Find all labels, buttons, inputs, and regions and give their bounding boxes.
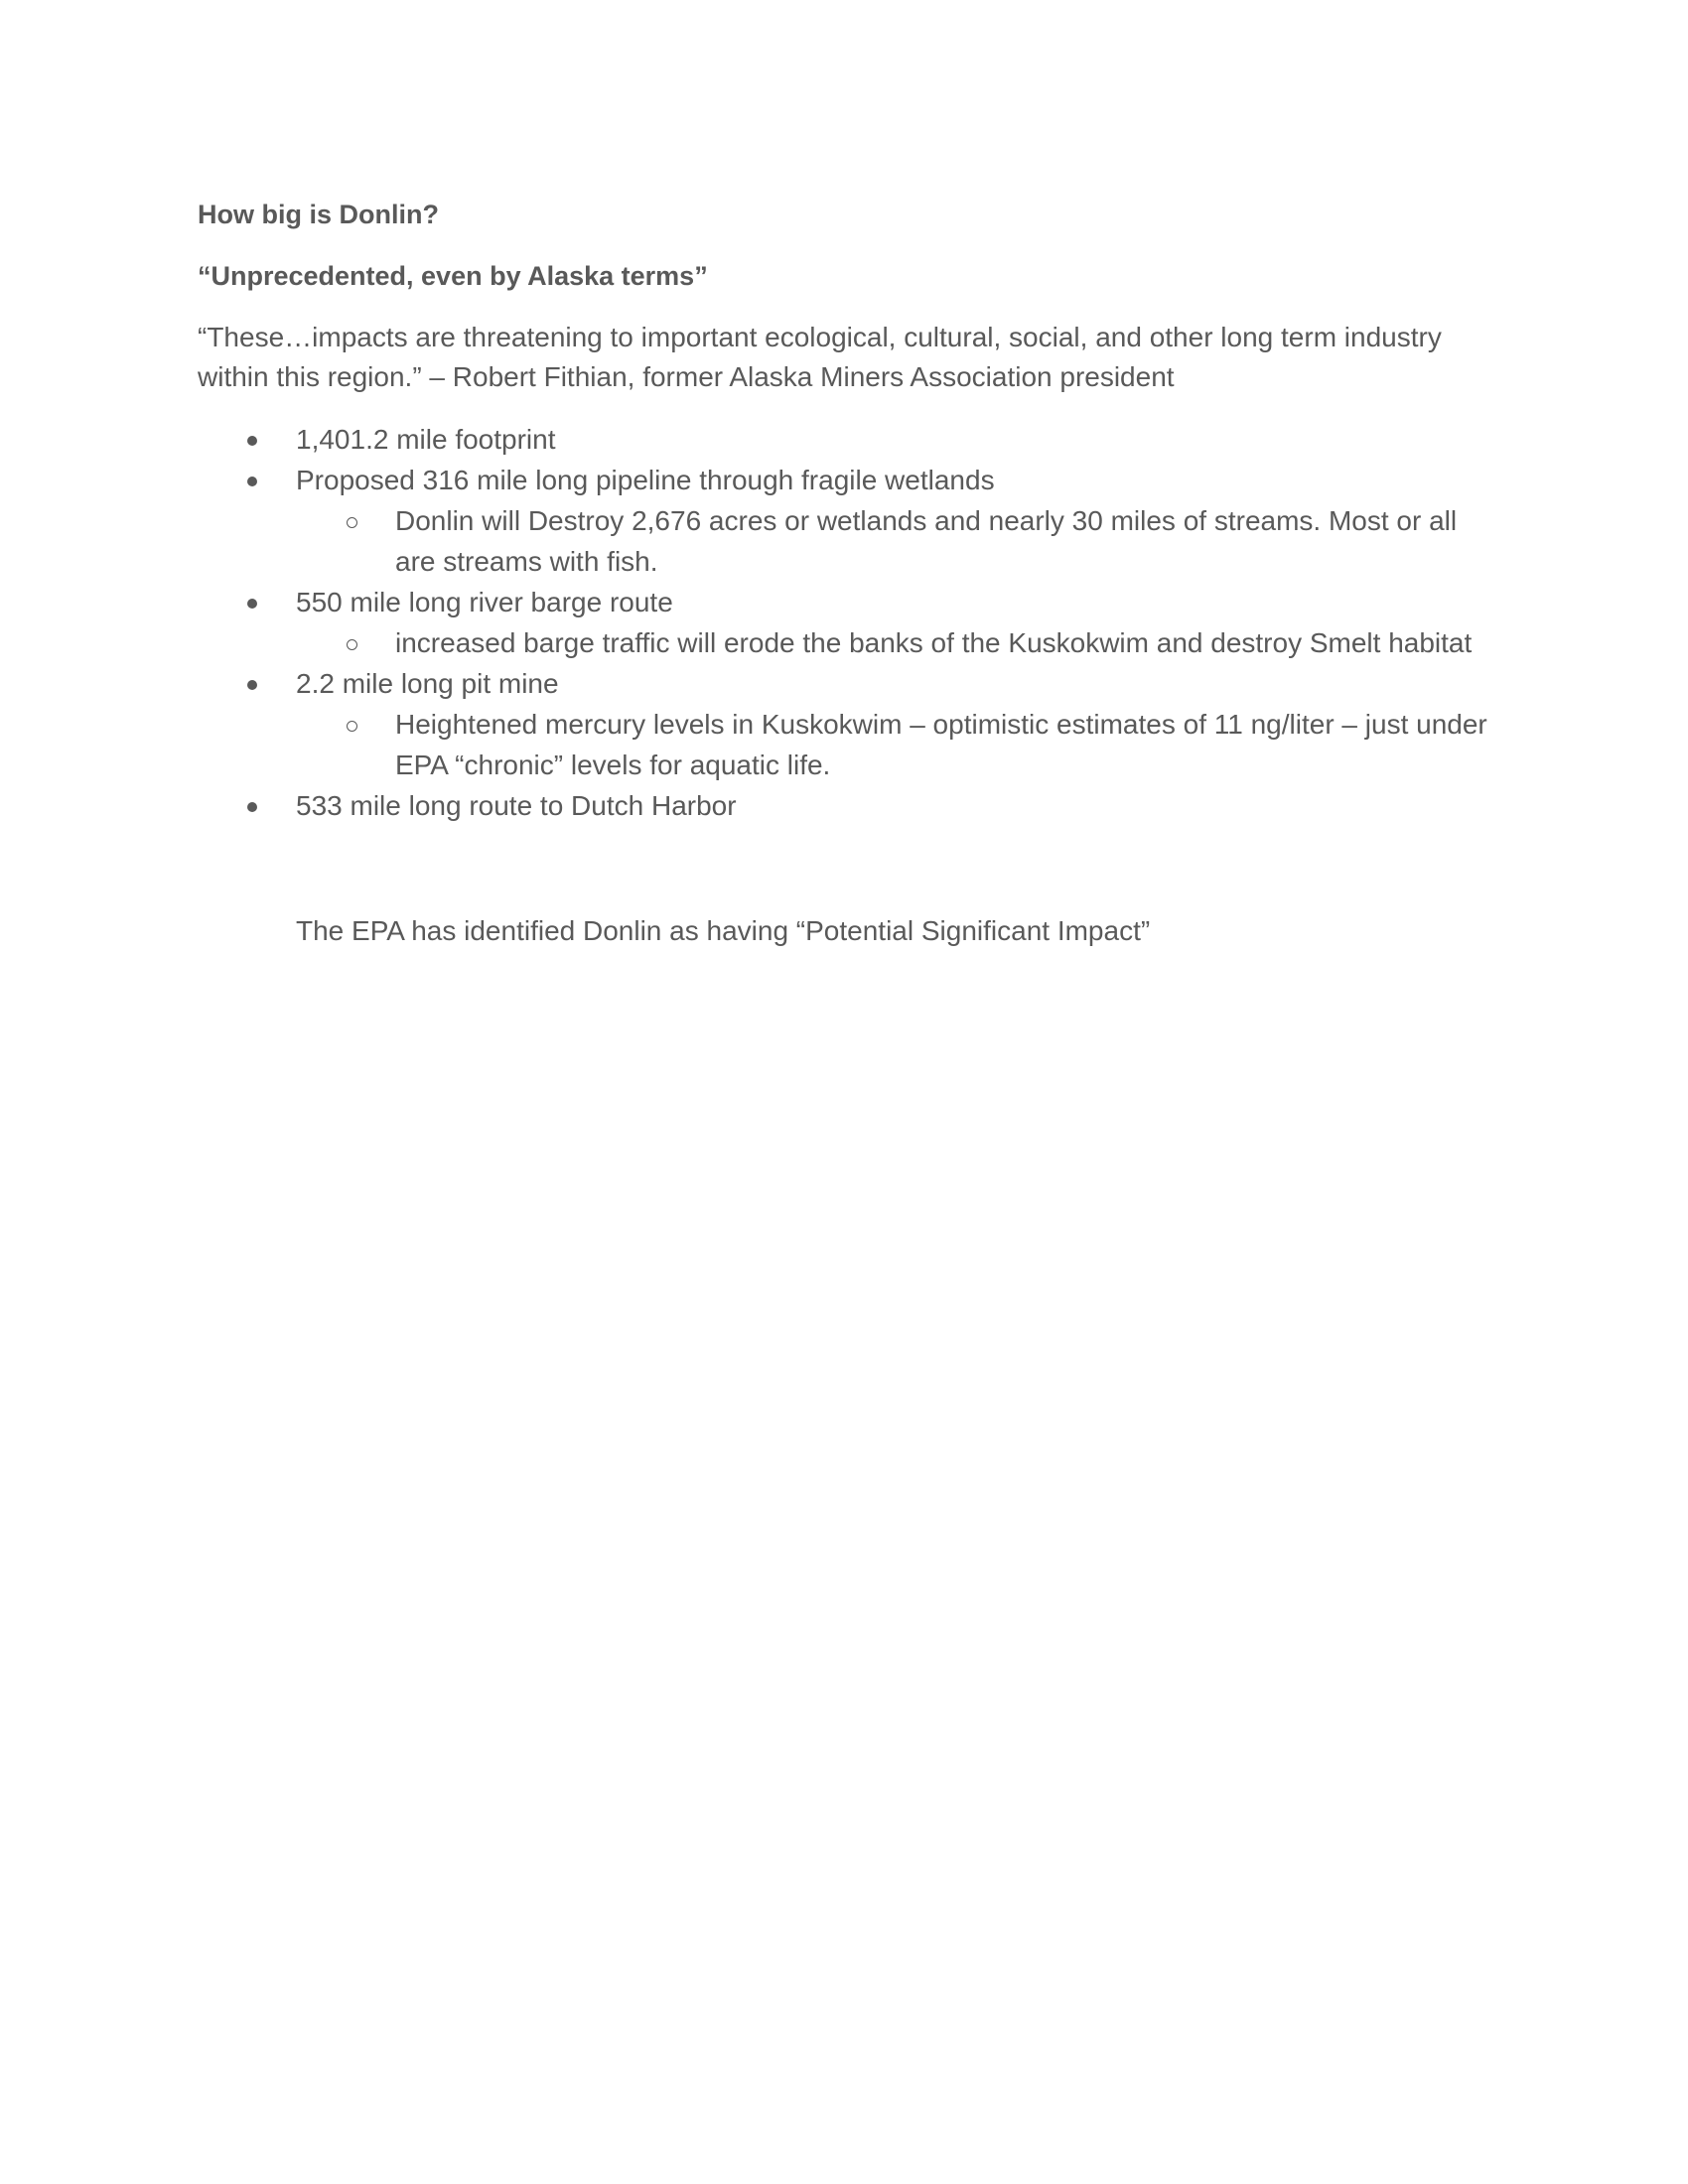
- list-item-text: 533 mile long route to Dutch Harbor: [296, 790, 737, 821]
- circle-bullet-icon: [347, 721, 357, 732]
- list-item-text: 2.2 mile long pit mine: [296, 668, 559, 699]
- circle-bullet-icon: [347, 639, 357, 650]
- list-item-text: Proposed 316 mile long pipeline through fragile wetlands: [296, 465, 995, 495]
- list-item: [198, 785, 1488, 826]
- bullet-icon: [247, 599, 257, 609]
- heading-unprecedented: “Unprecedented, even by Alaska terms”: [198, 261, 708, 291]
- sub-list-item-text: increased barge traffic will erode the banks of the Kuskokwim and destroy Smelt habitat: [395, 627, 1473, 658]
- facts-list: [198, 419, 1488, 826]
- sub-list-item: [296, 704, 1488, 785]
- list-item: [198, 582, 1488, 663]
- sub-list-item-text: Heightened mercury levels in Kuskokwim – optimistic estimates of 11 ng/liter – just under EPA “chronic” levels for aquatic life.: [395, 709, 1487, 780]
- sub-list-item: [296, 622, 1488, 663]
- bullet-icon: [247, 802, 257, 812]
- document-body: [198, 195, 1488, 826]
- list-item-text: 1,401.2 mile footprint: [296, 424, 556, 455]
- sub-list: [296, 622, 1488, 663]
- sub-list-item-text: Donlin will Destroy 2,676 acres or wetlands and nearly 30 miles of streams. Most or all are streams with fish.: [395, 505, 1458, 577]
- bullet-icon: [247, 436, 257, 446]
- list-item: [198, 419, 1488, 460]
- bullet-icon: [247, 680, 257, 690]
- fithian-quote: “These…impacts are threatening to important ecological, cultural, social, and other long term industry within this region.” – Robert Fithian, former Alaska Miners Association president: [198, 322, 1442, 392]
- list-item-text: 550 mile long river barge route: [296, 587, 673, 617]
- circle-bullet-icon: [347, 517, 357, 528]
- heading-question: How big is Donlin?: [198, 200, 439, 229]
- bullet-icon: [247, 477, 257, 486]
- list-item: [198, 460, 1488, 582]
- epa-statement: The EPA has identified Donlin as having “Potential Significant Impact”: [296, 915, 1151, 946]
- list-item: [198, 663, 1488, 785]
- sub-list: [296, 500, 1488, 582]
- sub-list: [296, 704, 1488, 785]
- sub-list-item: [296, 500, 1488, 582]
